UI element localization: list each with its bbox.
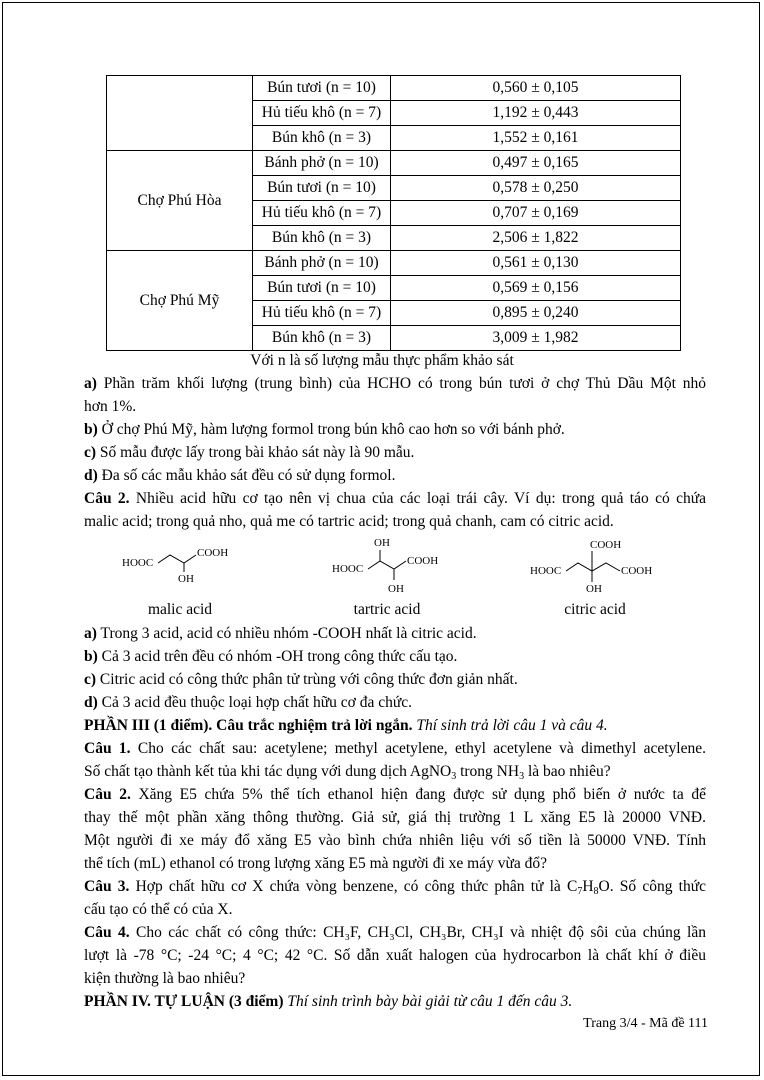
- table-cell-market: Chợ Phú Mỹ: [107, 251, 253, 351]
- question-text: H: [582, 878, 594, 895]
- question-label: Câu 4.: [84, 924, 130, 941]
- table-cell-value: 0,707 ± 0,169: [391, 201, 681, 226]
- statement-label: c): [84, 444, 97, 461]
- statement-text: Số mẫu được lấy trong bài khảo sát này là 90 mẫu.: [99, 444, 415, 461]
- statement-c: [84, 668, 706, 691]
- part3-question-2-cont: thể tích (mL) ethanol có trong lượng xăng E5 mà người đi xe máy vừa đổ?: [84, 855, 547, 872]
- question-text: trong NH: [456, 763, 520, 780]
- question-text: Hợp chất hữu cơ X chứa vòng benzene, có công thức phân tử là C: [135, 878, 578, 895]
- table-cell-value: 1,192 ± 0,443: [391, 101, 681, 126]
- tartric-acid-structure: [332, 534, 462, 598]
- table-cell-market: Chợ Phú Hòa: [107, 151, 253, 251]
- question-label: Câu 3.: [84, 878, 130, 895]
- formula-label: HOOC: [122, 557, 154, 569]
- statement-text: Đa số các mẫu khảo sát đều có sử dụng formol.: [101, 467, 396, 484]
- table-cell-food: Bún khô (n = 3): [253, 126, 391, 151]
- statement-label: b): [84, 421, 98, 438]
- part-4-heading: [84, 990, 706, 1013]
- table-cell-value: 0,560 ± 0,105: [391, 76, 681, 101]
- part-3-heading: [84, 714, 706, 737]
- formula-label: COOH: [197, 547, 229, 559]
- part3-question-1: [84, 737, 706, 760]
- part3-question-2-cont: Một người đi xe máy đổ xăng E5 vào bình chứa nhiên liệu với số tiền là 50000 VNĐ. Tính: [84, 832, 706, 849]
- question-label: Câu 1.: [84, 740, 131, 757]
- formula-label: COOH: [621, 565, 653, 577]
- table-cell-food: Bánh phở (n = 10): [253, 251, 391, 276]
- table-cell-food: Bún tươi (n = 10): [253, 276, 391, 301]
- statement-a: [84, 622, 706, 645]
- formula-label: COOH: [407, 555, 439, 567]
- table-cell-food: Bánh phở (n = 10): [253, 151, 391, 176]
- table-cell-food: Hủ tiếu khô (n = 7): [253, 301, 391, 326]
- subscript: 8: [593, 886, 599, 897]
- question-text: là bao nhiêu?: [524, 763, 611, 780]
- citric-acid-name: citric acid: [564, 601, 626, 618]
- statement-a: [84, 372, 706, 395]
- part3-question-3-cont: cấu tạo có thể có của X.: [84, 901, 233, 918]
- table-cell-food: Bún tươi (n = 10): [253, 76, 391, 101]
- statement-c: [84, 441, 706, 464]
- formula-label: COOH: [590, 539, 622, 551]
- table-cell-value: 0,561 ± 0,130: [391, 251, 681, 276]
- table-note: Với n là số lượng mẫu thực phẩm khảo sát: [250, 352, 514, 369]
- formula-label: HOOC: [332, 563, 364, 575]
- statement-label: b): [84, 648, 98, 665]
- table-row: [107, 76, 681, 101]
- statement-d: [84, 464, 706, 487]
- statement-text: Phần trăm khối lượng (trung bình) của HCHO có trong bún tươi ở chợ Thủ Dầu Một nhỏ: [103, 375, 706, 392]
- formula-label: OH: [388, 583, 404, 595]
- formula-label: HOOC: [530, 565, 562, 577]
- malic-acid-name: malic acid: [147, 601, 213, 618]
- statement-label: d): [84, 694, 98, 711]
- statement-label: c): [84, 671, 97, 688]
- statement-b: [84, 418, 706, 441]
- part3-question-1-cont: [84, 760, 706, 783]
- section-title: PHẦN III (1 điểm). Câu trắc nghiệm trả lời ngắn.: [84, 717, 413, 734]
- statement-text: Trong 3 acid, acid có nhiều nhóm -COOH nhất là citric acid.: [100, 625, 477, 642]
- table-cell-value: 0,578 ± 0,250: [391, 176, 681, 201]
- statement-b: [84, 645, 706, 668]
- table-row: [107, 151, 681, 176]
- question-2-intro-cont: malic acid; trong quả nho, quả me có tartric acid; trong quả chanh, cam có citric acid.: [84, 513, 614, 530]
- formula-label: OH: [374, 537, 390, 549]
- question-text: Số chất tạo thành kết tủa khi tác dụng với dung dịch AgNO: [84, 763, 452, 780]
- table-cell-food: Hủ tiếu khô (n = 7): [253, 101, 391, 126]
- statement-label: d): [84, 467, 98, 484]
- subscript: 3: [519, 771, 525, 782]
- question-text: Nhiều acid hữu cơ tạo nên vị chua của các loại trái cây. Ví dụ: trong quả táo có chứa: [135, 490, 706, 507]
- table-cell-food: Bún khô (n = 3): [253, 226, 391, 251]
- table-cell-value: 0,569 ± 0,156: [391, 276, 681, 301]
- table-cell-food: Bún khô (n = 3): [253, 326, 391, 351]
- subscript: 3: [451, 771, 457, 782]
- table-cell-food: Bún tươi (n = 10): [253, 176, 391, 201]
- question-1-statements: [84, 372, 706, 533]
- statement-text: Cả 3 acid trên đều có nhóm -OH trong công thức cấu tạo.: [101, 648, 458, 665]
- part3-question-4-cont: kiện thường là bao nhiêu?: [84, 970, 246, 987]
- table-cell-value: 3,009 ± 1,982: [391, 326, 681, 351]
- statement-d: [84, 691, 706, 714]
- page-footer: Trang 3/4 - Mã đề 111: [583, 1016, 708, 1031]
- question-text: O. Số công thức: [598, 878, 706, 895]
- table-row: [107, 251, 681, 276]
- question-label: Câu 2.: [84, 786, 131, 803]
- table-cell-value: 0,497 ± 0,165: [391, 151, 681, 176]
- section-instruction: Thí sinh trình bày bài giải từ câu 1 đến câu 3.: [287, 993, 573, 1010]
- table-cell-market: [107, 76, 253, 151]
- table-cell-food: Hủ tiếu khô (n = 7): [253, 201, 391, 226]
- subscript: 7: [577, 886, 583, 897]
- citric-acid-structure: [530, 534, 670, 598]
- statement-text: Ở chợ Phú Mỹ, hàm lượng formol trong bún khô cao hơn so với bánh phở.: [101, 421, 565, 438]
- part3-question-4: [84, 921, 706, 944]
- question-2-statements: [84, 622, 706, 1013]
- formula-label: OH: [178, 573, 194, 585]
- section-title: PHẦN IV. TỰ LUẬN (3 điểm): [84, 993, 284, 1010]
- formol-table: [106, 75, 681, 351]
- table-cell-value: 0,895 ± 0,240: [391, 301, 681, 326]
- question-text: Cho các chất sau: acetylene; methyl acetylene, ethyl acetylene và dimethyl acetylene.: [137, 740, 706, 757]
- table-cell-value: 2,506 ± 1,822: [391, 226, 681, 251]
- part3-question-4-cont: lượt là -78 °C; -24 °C; 4 °C; 42 °C. Số dẫn xuất halogen của hydrocarbon là chất khí ở điều: [84, 947, 706, 964]
- statement-label: a): [84, 625, 97, 642]
- malic-acid-structure: [122, 534, 242, 594]
- question-text: Xăng E5 chứa 5% thể tích ethanol hiện đang được sử dụng phổ biến ở nước ta để: [138, 786, 706, 803]
- statement-label: a): [84, 375, 97, 392]
- question-text: Cho các chất có công thức: CH₃F, CH₃Cl, CH₃Br, CH₃I và nhiệt độ sôi của chúng lần: [136, 924, 706, 941]
- statement-text: Cả 3 acid đều thuộc loại hợp chất hữu cơ đa chức.: [101, 694, 413, 711]
- statement-text: Citric acid có công thức phân tử trùng với công thức đơn giản nhất.: [99, 671, 518, 688]
- part3-question-2-cont: thay thế một phần xăng thông thường. Giả sử, giá thị trường 1 L xăng E5 là 20000 VNĐ.: [84, 809, 706, 826]
- tartric-acid-name: tartric acid: [353, 601, 421, 618]
- formula-label: OH: [586, 583, 602, 595]
- acid-structures: [84, 534, 706, 622]
- section-instruction: Thí sinh trả lời câu 1 và câu 4.: [416, 717, 608, 734]
- part3-question-2: [84, 783, 706, 806]
- table-cell-value: 1,552 ± 0,161: [391, 126, 681, 151]
- question-2-intro: [84, 487, 706, 510]
- part3-question-3: [84, 875, 706, 898]
- question-label: Câu 2.: [84, 490, 130, 507]
- statement-a-cont: hơn 1%.: [84, 398, 137, 415]
